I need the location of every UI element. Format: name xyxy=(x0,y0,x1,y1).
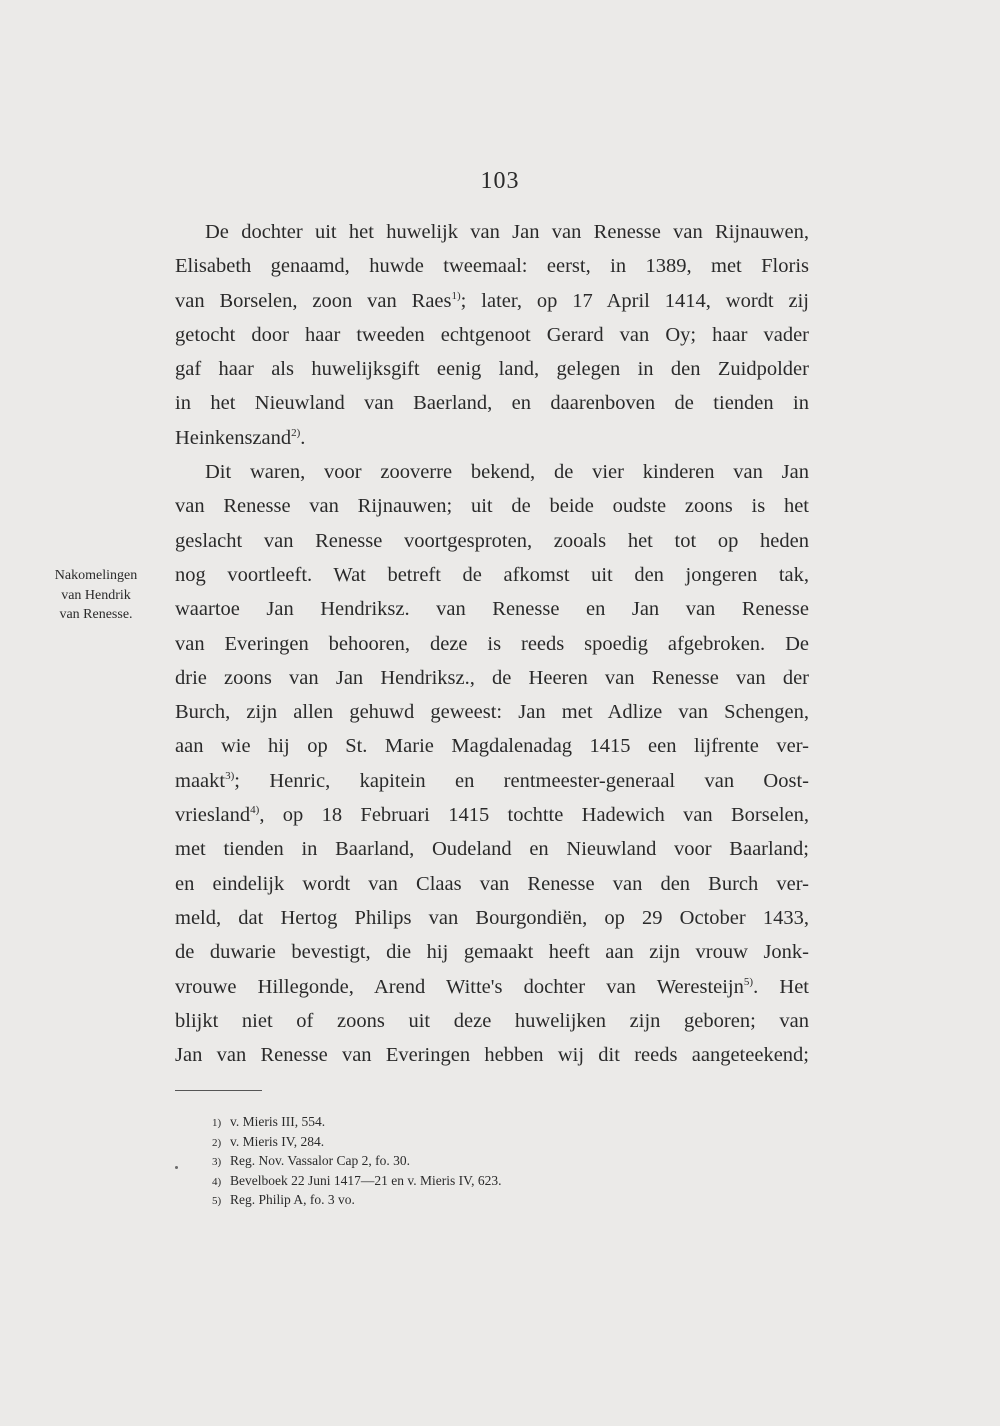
footnote-mark: 2) xyxy=(212,1136,222,1149)
footnote-mark: 5) xyxy=(212,1195,222,1208)
footnote xyxy=(212,1151,712,1171)
text-line xyxy=(175,695,809,729)
text-line xyxy=(175,215,809,249)
text-line xyxy=(175,867,809,901)
text-run: met tienden in Baarland, Oudeland en Nieuwland voor Baarland; xyxy=(175,838,809,861)
footnote-reference: 2) xyxy=(291,426,301,439)
body-text xyxy=(175,215,809,1072)
footnote-mark: 1) xyxy=(212,1117,222,1129)
text-line xyxy=(175,489,809,523)
text-run: en eindelijk wordt van Claas van Renesse van den Burch ver- xyxy=(175,872,809,895)
text-run: geslacht van Renesse voortgesproten, zooals het tot op heden xyxy=(175,529,809,552)
footnote xyxy=(212,1132,712,1152)
text-run: blijkt niet of zoons uit deze huwelijken zijn geboren; van xyxy=(175,1009,809,1032)
text-run: Jan van Renesse van Everingen hebben wij dit reeds aangeteekend; xyxy=(175,1044,809,1067)
text-line xyxy=(175,421,809,455)
text-run: Dit waren, voor zooverre bekend, de vier kinderen van Jan xyxy=(205,461,809,484)
text-run: meld, dat Hertog Philips van Bourgondiën, op 29 October 1433, xyxy=(175,906,809,929)
text-line xyxy=(175,318,809,352)
text-run: nog voortleeft. Wat betreft de afkomst uit den jongeren tak, xyxy=(175,563,809,586)
text-line xyxy=(175,524,809,558)
text-run: aan wie hij op St. Marie Magdalenadag 1415 een lijfrente ver- xyxy=(175,735,809,758)
text-run: , op 18 Februari 1415 tochtte Hadewich van Borselen, xyxy=(259,804,809,827)
text-run: van Renesse van Rijnauwen; uit de beide oudste zoons is het xyxy=(175,495,809,518)
text-line xyxy=(175,832,809,866)
text-run: ; later, op 17 April 1414, wordt zij xyxy=(460,289,809,312)
footnote-text: Reg. Nov. Vassalor Cap 2, fo. 30. xyxy=(230,1153,410,1169)
text-line xyxy=(175,661,809,695)
text-line xyxy=(175,455,809,489)
margin-note-line: Nakomelingen xyxy=(54,568,138,583)
text-run: Heinkenszand xyxy=(175,426,292,449)
text-run: Elisabeth genaamd, huwde tweemaal: eerst, in 1389, met Floris xyxy=(175,255,809,278)
footnote-text: v. Mieris III, 554. xyxy=(230,1114,326,1129)
text-line xyxy=(175,249,809,283)
text-run: waartoe Jan Hendriksz. van Renesse en Jan van Renesse xyxy=(175,598,809,621)
text-run: de duwarie bevestigt, die hij gemaakt heeft aan zijn vrouw Jonk- xyxy=(175,941,809,964)
footnote-reference: 1) xyxy=(451,289,461,302)
footnote-mark: 3) xyxy=(212,1156,222,1169)
text-line xyxy=(175,284,809,318)
footnote-mark: 4) xyxy=(212,1175,222,1188)
footnote-reference: 5) xyxy=(743,975,754,988)
text-line xyxy=(175,627,809,661)
footnotes xyxy=(212,1112,712,1210)
text-run: in het Nieuwland van Baerland, en daarenboven de tienden in xyxy=(175,392,809,415)
text-line xyxy=(175,1004,809,1038)
text-run: Burch, zijn allen gehuwd geweest: Jan met Adlize van Schengen, xyxy=(175,701,809,724)
page-number: 103 xyxy=(480,168,520,194)
margin-note-line: van Renesse. xyxy=(59,607,133,622)
text-run: . Het xyxy=(753,975,809,998)
text-run: vrouwe Hillegonde, Arend Witte's dochter van Weresteijn xyxy=(175,975,744,998)
footnote xyxy=(212,1112,712,1132)
text-line xyxy=(175,558,809,592)
text-line xyxy=(175,592,809,626)
text-line xyxy=(175,798,809,832)
text-run: drie zoons van Jan Hendriksz., de Heeren van Renesse van der xyxy=(175,666,809,689)
text-run: De dochter uit het huwelijk van Jan van Renesse van Rijnauwen, xyxy=(205,221,809,243)
print-speck xyxy=(175,1166,178,1169)
text-line xyxy=(175,970,809,1004)
text-run: maakt xyxy=(175,769,226,792)
text-line xyxy=(175,386,809,420)
text-run: . xyxy=(300,426,306,449)
footnote-separator xyxy=(175,1090,262,1091)
margin-note-line: van Hendrik xyxy=(61,587,131,603)
footnote xyxy=(212,1190,712,1210)
footnote xyxy=(212,1171,712,1191)
margin-note xyxy=(30,566,162,625)
text-line xyxy=(175,352,809,386)
text-line xyxy=(175,901,809,935)
text-line xyxy=(175,1038,809,1072)
footnote-reference: 4) xyxy=(250,804,260,817)
footnote-text: v. Mieris IV, 284. xyxy=(230,1133,325,1149)
text-line xyxy=(175,729,809,763)
text-line xyxy=(175,935,809,969)
footnote-text: Bevelboek 22 Juni 1417—21 en v. Mieris IV, 623. xyxy=(230,1172,502,1188)
text-run: gaf haar als huwelijksgift eenig land, gelegen in den Zuidpolder xyxy=(175,358,809,381)
text-run: getocht door haar tweeden echtgenoot Gerard van Oy; haar vader xyxy=(175,323,809,346)
text-run: vriesland xyxy=(175,804,251,827)
footnote-text: Reg. Philip A, fo. 3 vo. xyxy=(230,1192,355,1208)
footnote-reference: 3) xyxy=(225,769,235,782)
text-run: van Borselen, zoon van Raes xyxy=(175,289,452,312)
text-run: ; Henric, kapitein en rentmeester-generaal van Oost- xyxy=(234,769,809,792)
text-run: van Everingen behooren, deze is reeds spoedig afgebroken. De xyxy=(175,632,809,655)
text-line xyxy=(175,764,809,798)
